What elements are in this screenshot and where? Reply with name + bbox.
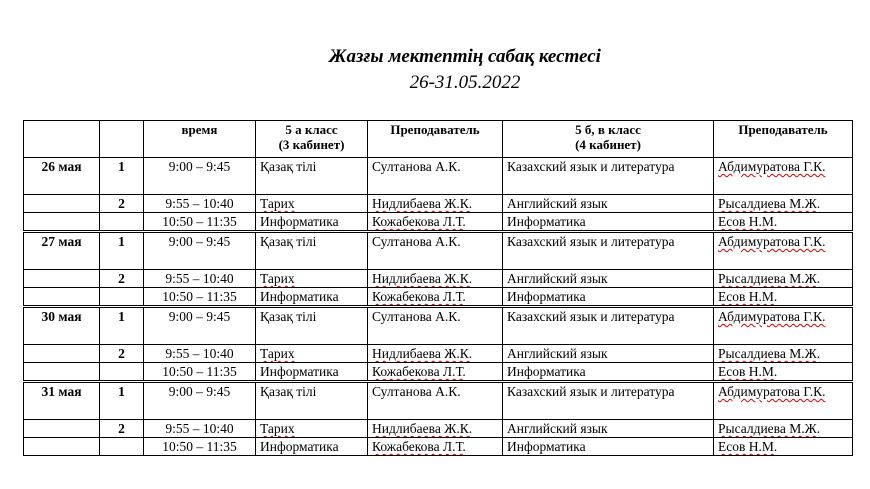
teacher-5a-cell <box>368 195 503 213</box>
subject-5a-cell: Информатика <box>256 213 368 232</box>
spellcheck-text: Абдимуратова Г.К. <box>718 309 826 324</box>
spellcheck-text: Кожабекова Л.Т. <box>372 439 466 454</box>
subject-5bv-cell: Казахский язык и литература <box>503 232 714 270</box>
subject-5a-cell: Информатика <box>256 438 368 456</box>
table-row <box>24 363 853 382</box>
table-row <box>24 158 853 195</box>
table-row <box>24 307 853 345</box>
spellcheck-text: Есов Н.М. <box>718 214 778 229</box>
day-cell: 31 мая <box>24 382 100 420</box>
day-cell: 30 мая <box>24 307 100 345</box>
spellcheck-text: Абдимуратова Г.К. <box>718 384 826 399</box>
teacher-5bv-cell <box>714 345 853 363</box>
teacher-5bv-cell <box>714 382 853 420</box>
day-cell <box>24 345 100 363</box>
spellcheck-text: Кожабекова Л.Т. <box>372 289 466 304</box>
subject-5bv-cell: Английский язык <box>503 420 714 438</box>
table-row <box>24 288 853 307</box>
day-cell: 27 мая <box>24 232 100 270</box>
header-class-5bv: 5 б, в класс (4 кабинет) <box>503 121 714 158</box>
document-title: Жазғы мектептің сабақ кестесі <box>329 46 601 67</box>
teacher-5a-cell <box>368 363 503 382</box>
subject-5bv-cell: Английский язык <box>503 345 714 363</box>
spellcheck-text: Нидлибаева Ж.К. <box>372 196 473 211</box>
lesson-number-cell: 2 <box>100 420 144 438</box>
schedule-body <box>24 158 853 456</box>
subject-5a-cell: Қазақ тілі <box>256 232 368 270</box>
subject-5a-cell: Қазақ тілі <box>256 382 368 420</box>
subject-5bv-cell: Английский язык <box>503 270 714 288</box>
spellcheck-text: Абдимуратова Г.К. <box>718 234 826 249</box>
subject-5bv-cell: Казахский язык и литература <box>503 307 714 345</box>
header-teacher-5a: Преподаватель <box>368 121 503 158</box>
teacher-5a-cell <box>368 420 503 438</box>
lesson-number-cell: 1 <box>100 382 144 420</box>
table-row <box>24 382 853 420</box>
lesson-number-cell: 2 <box>100 195 144 213</box>
subject-5a-cell: Информатика <box>256 288 368 307</box>
day-cell <box>24 438 100 456</box>
table-row <box>24 213 853 232</box>
time-cell: 9:55 – 10:40 <box>144 345 256 363</box>
day-cell <box>24 420 100 438</box>
table-row <box>24 195 853 213</box>
subject-5a-cell: Қазақ тілі <box>256 158 368 195</box>
time-cell: 9:00 – 9:45 <box>144 232 256 270</box>
day-cell <box>24 270 100 288</box>
time-cell: 10:50 – 11:35 <box>144 288 256 307</box>
time-cell: 9:55 – 10:40 <box>144 420 256 438</box>
subject-5a-cell <box>256 270 368 288</box>
subject-5a-cell: Информатика <box>256 363 368 382</box>
spellcheck-text: Тарих <box>260 421 295 436</box>
header-day <box>24 121 100 158</box>
table-row <box>24 270 853 288</box>
subject-5bv-cell: Казахский язык и литература <box>503 382 714 420</box>
time-cell: 10:50 – 11:35 <box>144 363 256 382</box>
spellcheck-text: Рысалдиева М.Ж. <box>718 421 821 436</box>
teacher-5bv-cell <box>714 438 853 456</box>
subject-5bv-cell: Информатика <box>503 363 714 382</box>
spellcheck-text: Нидлибаева Ж.К. <box>372 421 473 436</box>
spellcheck-text: Рысалдиева М.Ж. <box>718 271 821 286</box>
table-row <box>24 420 853 438</box>
day-cell <box>24 363 100 382</box>
spellcheck-text: Тарих <box>260 196 295 211</box>
spellcheck-text: Тарих <box>260 271 295 286</box>
spellcheck-text: Есов Н.М. <box>718 364 778 379</box>
spellcheck-text: Есов Н.М. <box>718 289 778 304</box>
time-cell: 10:50 – 11:35 <box>144 213 256 232</box>
spellcheck-text: Есов Н.М. <box>718 439 778 454</box>
spellcheck-text: Рысалдиева М.Ж. <box>718 346 821 361</box>
time-cell: 10:50 – 11:35 <box>144 438 256 456</box>
teacher-5bv-cell <box>714 363 853 382</box>
teacher-5bv-cell <box>714 232 853 270</box>
teacher-5a-cell <box>368 438 503 456</box>
teacher-5bv-cell <box>714 213 853 232</box>
teacher-5a-cell: Султанова А.К. <box>368 158 503 195</box>
lesson-number-cell: 1 <box>100 158 144 195</box>
time-cell: 9:55 – 10:40 <box>144 270 256 288</box>
subject-5bv-cell: Информатика <box>503 288 714 307</box>
table-row <box>24 232 853 270</box>
schedule-table <box>23 120 853 456</box>
time-cell: 9:00 – 9:45 <box>144 307 256 345</box>
document-date-range: 26-31.05.2022 <box>409 72 521 93</box>
subject-5a-cell <box>256 420 368 438</box>
teacher-5a-cell <box>368 345 503 363</box>
spellcheck-text: Абдимуратова Г.К. <box>718 159 826 174</box>
subject-5a-cell <box>256 195 368 213</box>
header-class-5a: 5 а класс (3 кабинет) <box>256 121 368 158</box>
teacher-5a-cell: Султанова А.К. <box>368 307 503 345</box>
header-lesson-number <box>100 121 144 158</box>
teacher-5a-cell: Султанова А.К. <box>368 232 503 270</box>
header-teacher-5bv: Преподаватель <box>714 121 853 158</box>
spellcheck-text: Рысалдиева М.Ж. <box>718 196 821 211</box>
lesson-number-cell <box>100 363 144 382</box>
teacher-5a-cell <box>368 213 503 232</box>
day-cell <box>24 195 100 213</box>
subject-5bv-cell: Английский язык <box>503 195 714 213</box>
subject-5a-cell <box>256 345 368 363</box>
lesson-number-cell: 1 <box>100 232 144 270</box>
day-cell <box>24 288 100 307</box>
lesson-number-cell: 2 <box>100 345 144 363</box>
day-cell: 26 мая <box>24 158 100 195</box>
spellcheck-text: Нидлибаева Ж.К. <box>372 346 473 361</box>
teacher-5bv-cell <box>714 195 853 213</box>
table-row <box>24 345 853 363</box>
teacher-5a-cell: Султанова А.К. <box>368 382 503 420</box>
subject-5bv-cell: Казахский язык и литература <box>503 158 714 195</box>
spellcheck-text: Кожабекова Л.Т. <box>372 214 466 229</box>
day-cell <box>24 213 100 232</box>
lesson-number-cell: 2 <box>100 270 144 288</box>
subject-5a-cell: Қазақ тілі <box>256 307 368 345</box>
teacher-5bv-cell <box>714 270 853 288</box>
spellcheck-text: Кожабекова Л.Т. <box>372 364 466 379</box>
spellcheck-text: Тарих <box>260 346 295 361</box>
spellcheck-text: Нидлибаева Ж.К. <box>372 271 473 286</box>
table-row <box>24 438 853 456</box>
subject-5bv-cell: Информатика <box>503 438 714 456</box>
header-time: время <box>144 121 256 158</box>
teacher-5a-cell <box>368 270 503 288</box>
time-cell: 9:00 – 9:45 <box>144 382 256 420</box>
subject-5bv-cell: Информатика <box>503 213 714 232</box>
lesson-number-cell <box>100 213 144 232</box>
lesson-number-cell <box>100 438 144 456</box>
time-cell: 9:00 – 9:45 <box>144 158 256 195</box>
teacher-5bv-cell <box>714 158 853 195</box>
lesson-number-cell <box>100 288 144 307</box>
time-cell: 9:55 – 10:40 <box>144 195 256 213</box>
teacher-5bv-cell <box>714 420 853 438</box>
teacher-5bv-cell <box>714 307 853 345</box>
lesson-number-cell: 1 <box>100 307 144 345</box>
teacher-5bv-cell <box>714 288 853 307</box>
header-row <box>24 121 853 158</box>
teacher-5a-cell <box>368 288 503 307</box>
